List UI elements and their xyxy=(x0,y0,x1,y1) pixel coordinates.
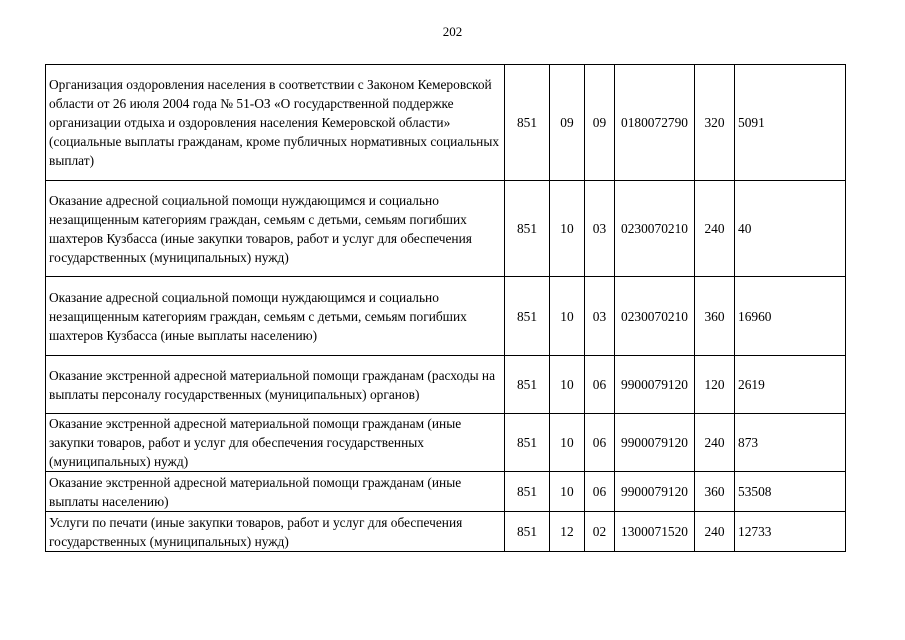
section-code: 10 xyxy=(550,472,585,512)
target-article-code: 9900079120 xyxy=(615,472,695,512)
target-article-code: 0230070210 xyxy=(615,277,695,356)
table-row xyxy=(46,356,846,414)
subsection-code: 06 xyxy=(585,356,615,414)
ministry-code: 851 xyxy=(505,181,550,277)
ministry-code: 851 xyxy=(505,356,550,414)
amount-value: 873 xyxy=(735,414,846,472)
amount-value: 12733 xyxy=(735,512,846,552)
row-description: Оказание адресной социальной помощи нуждающимся и социально незащищенным категориям граждан, семьям с детьми, семьям погибших шахтеров Кузбасса (иные выплаты населению) xyxy=(46,277,505,356)
row-description: Организация оздоровления населения в соответствии с Законом Кемеровской области от 26 июля 2004 года № 51-ОЗ «О государственной поддержке организации отдыха и оздоровления населения Кемеровской области» (социальные выплаты гражданам, кроме публичных нормативных социальных выплат) xyxy=(46,65,505,181)
row-description: Услуги по печати (иные закупки товаров, работ и услуг для обеспечения государственных (муниципальных) нужд) xyxy=(46,512,505,552)
section-code: 10 xyxy=(550,181,585,277)
target-article-code: 0230070210 xyxy=(615,181,695,277)
target-article-code: 9900079120 xyxy=(615,414,695,472)
row-description: Оказание экстренной адресной материальной помощи гражданам (иные закупки товаров, работ и услуг для обеспечения государственных (муниципальных) нужд) xyxy=(46,414,505,472)
amount-value: 2619 xyxy=(735,356,846,414)
ministry-code: 851 xyxy=(505,277,550,356)
expense-type-code: 240 xyxy=(695,414,735,472)
subsection-code: 06 xyxy=(585,472,615,512)
page-number: 202 xyxy=(442,24,463,39)
expense-type-code: 360 xyxy=(695,472,735,512)
section-code: 10 xyxy=(550,414,585,472)
expense-type-code: 240 xyxy=(695,512,735,552)
subsection-code: 02 xyxy=(585,512,615,552)
ministry-code: 851 xyxy=(505,512,550,552)
expense-type-code: 120 xyxy=(695,356,735,414)
table-row xyxy=(46,65,846,181)
target-article-code: 0180072790 xyxy=(615,65,695,181)
target-article-code: 9900079120 xyxy=(615,356,695,414)
subsection-code: 06 xyxy=(585,414,615,472)
expense-type-code: 320 xyxy=(695,65,735,181)
table-row xyxy=(46,472,846,512)
row-description: Оказание экстренной адресной материальной помощи гражданам (расходы на выплаты персоналу государственных (муниципальных) органов) xyxy=(46,356,505,414)
expense-type-code: 360 xyxy=(695,277,735,356)
row-description: Оказание адресной социальной помощи нуждающимся и социально незащищенным категориям граждан, семьям с детьми, семьям погибших шахтеров Кузбасса (иные закупки товаров, работ и услуг для обеспечения государственных (муниципальных) нужд) xyxy=(46,181,505,277)
section-code: 10 xyxy=(550,277,585,356)
subsection-code: 03 xyxy=(585,181,615,277)
section-code: 09 xyxy=(550,65,585,181)
section-code: 10 xyxy=(550,356,585,414)
ministry-code: 851 xyxy=(505,65,550,181)
target-article-code: 1300071520 xyxy=(615,512,695,552)
subsection-code: 03 xyxy=(585,277,615,356)
table-row xyxy=(46,512,846,552)
budget-table xyxy=(45,64,846,552)
row-description: Оказание экстренной адресной материальной помощи гражданам (иные выплаты населению) xyxy=(46,472,505,512)
ministry-code: 851 xyxy=(505,472,550,512)
amount-value: 5091 xyxy=(735,65,846,181)
amount-value: 53508 xyxy=(735,472,846,512)
section-code: 12 xyxy=(550,512,585,552)
amount-value: 16960 xyxy=(735,277,846,356)
table-row xyxy=(46,277,846,356)
amount-value: 40 xyxy=(735,181,846,277)
ministry-code: 851 xyxy=(505,414,550,472)
subsection-code: 09 xyxy=(585,65,615,181)
expense-type-code: 240 xyxy=(695,181,735,277)
table-row xyxy=(46,181,846,277)
table-row xyxy=(46,414,846,472)
